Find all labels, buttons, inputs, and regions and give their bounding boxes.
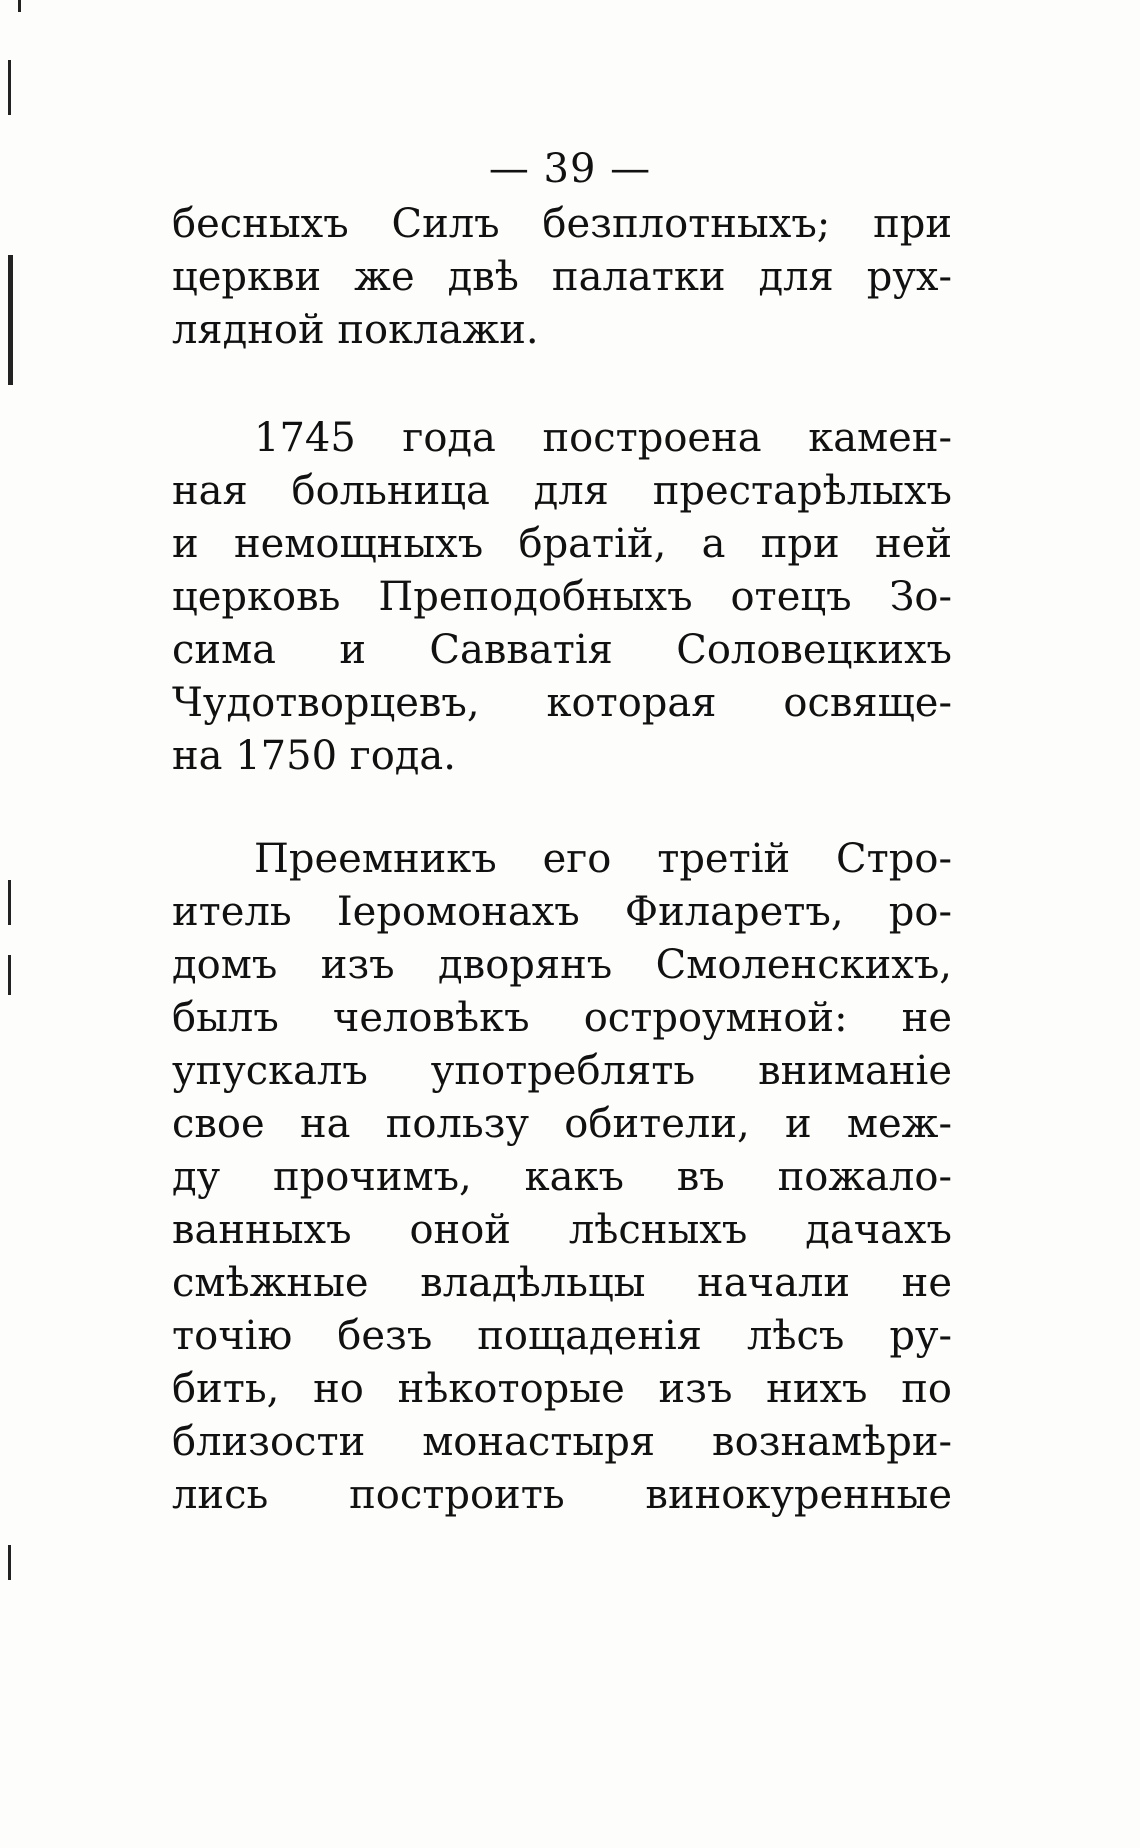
text-line: ду прочимъ, какъ въ пожало- — [172, 1154, 952, 1200]
scan-mark-top — [18, 0, 21, 12]
text-line: ная больница для престарѣлыхъ — [172, 468, 952, 514]
text-line: и немощныхъ братій, а при ней — [172, 521, 952, 567]
text-line: свое на пользу обители, и меж- — [172, 1101, 952, 1147]
text-line: ванныхъ оной лѣсныхъ дачахъ — [172, 1207, 952, 1253]
scan-mark-left-3 — [8, 880, 11, 925]
text-line: 1745 года построена камен- — [254, 415, 952, 461]
text-line: церковь Преподобныхъ отецъ Зо- — [172, 574, 952, 620]
text-line: бить, но нѣкоторые изъ нихъ по — [172, 1366, 952, 1412]
text-line: смѣжные владѣльцы начали не — [172, 1260, 952, 1306]
text-line: Преемникъ его третій Стро- — [254, 836, 952, 882]
text-line: церкви же двѣ палатки для рух- — [172, 254, 952, 300]
text-line: на 1750 года. — [172, 733, 456, 779]
text-line: итель Іеромонахъ Филаретъ, ро- — [172, 889, 952, 935]
text-line: Чудотворцевъ, которая освяще- — [172, 680, 952, 726]
text-line: лись построить винокуренные — [172, 1472, 952, 1518]
paragraph-1 — [172, 198, 952, 357]
scan-mark-left-4 — [8, 955, 11, 995]
page-number: — 39 — — [488, 146, 652, 192]
scan-mark-left-2 — [8, 255, 13, 385]
text-line: точію безъ пощаденія лѣсъ ру- — [172, 1313, 952, 1359]
text-line: бесныхъ Силъ безплотныхъ; при — [172, 201, 952, 247]
text-line: близости монастыря вознамѣри- — [172, 1419, 952, 1465]
text-line: домъ изъ дворянъ Смоленскихъ, — [172, 942, 952, 988]
scan-mark-left-1 — [8, 60, 11, 115]
text-line: лядной поклажи. — [172, 307, 539, 353]
scan-mark-left-5 — [8, 1545, 11, 1580]
paragraph-2 — [172, 412, 952, 783]
text-line: сима и Савватія Соловецкихъ — [172, 627, 952, 673]
text-line: упускалъ употреблять вниманіе — [172, 1048, 952, 1094]
paragraph-3 — [172, 833, 952, 1522]
text-line: былъ человѣкъ остроумной: не — [172, 995, 952, 1041]
